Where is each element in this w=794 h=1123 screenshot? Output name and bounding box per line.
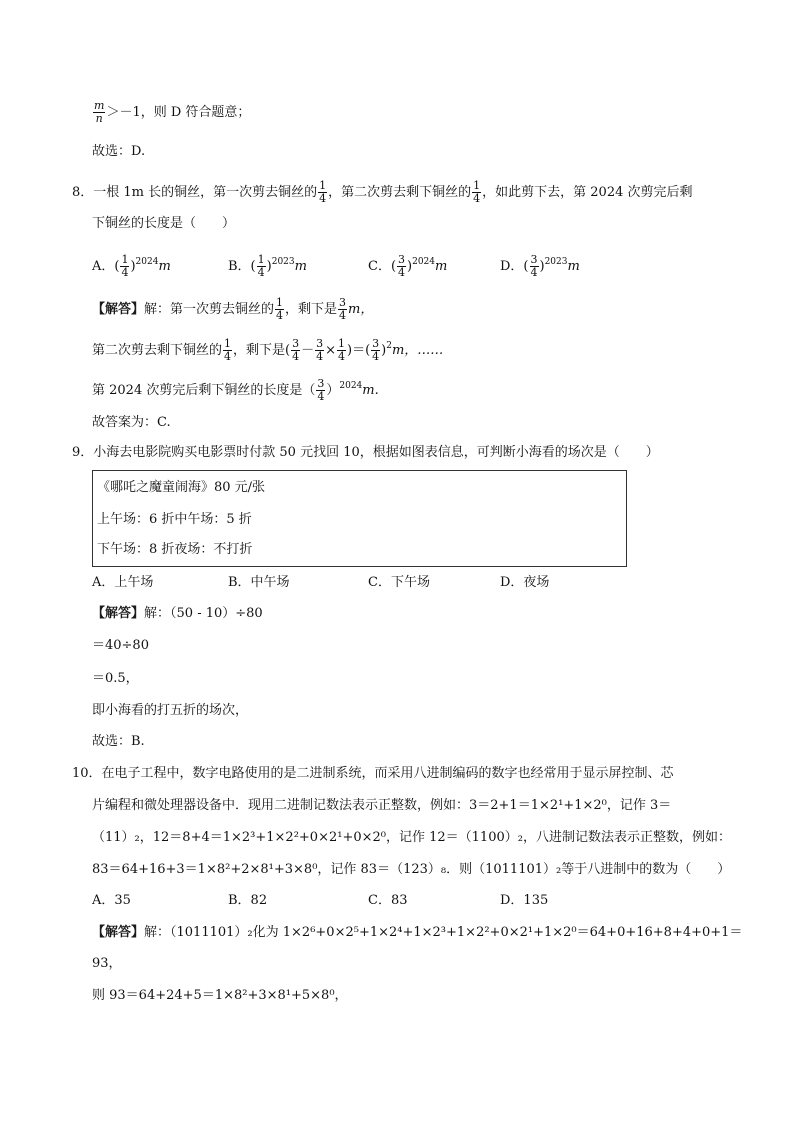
- prev-answer-line: $\frac{m}{n}$ ＞－1，则 D 符合题意；: [94, 99, 251, 125]
- q9-option-a: A．上午场: [92, 575, 154, 590]
- q10-stem-line2: 片编程和微处理器设备中．现用二进制记数法表示正整数，例如：3＝2+1＝1×2¹+1×2⁰，记作 3＝: [92, 798, 672, 813]
- q9-box-row-title: 《哪吒之魔童闹海》80 元/张: [97, 480, 266, 495]
- q10-answer-line3: 则 93＝64+24+5＝1×8²+3×8¹+5×8⁰，: [92, 988, 348, 1003]
- q8-option-d: D．( $\frac{3}{4}$ )$^{2023}$m: [500, 253, 580, 279]
- q10-answer-line2: 93，: [92, 956, 122, 971]
- q8-answer-line3: 第 2024 次剪完后剩下铜丝的长度是（ $\frac{3}{4}$ ）$^{2024}$m.: [92, 377, 379, 403]
- q9-answer-line4: 即小海看的打五折的场次，: [92, 703, 249, 718]
- q10-option-c: C．83: [368, 893, 408, 908]
- q8-choose-line: 故答案为：C.: [92, 415, 171, 430]
- q9-option-d: D．夜场: [500, 575, 550, 590]
- q10-stem-line4: 83＝64+16+3＝1×8²+2×8¹+3×8⁰，记作 83＝（123）₈．则（1011101）₂等于八进制中的数为（ ）: [92, 862, 731, 877]
- q9-option-b: B．中午场: [228, 575, 290, 590]
- q9-stem: 9．小海去电影院购买电影票时付款 50 元找回 10，根据如图表信息，可判断小海看的场次是（ ）: [72, 445, 659, 460]
- q10-option-a: A．35: [92, 893, 131, 908]
- prev-choose-line: 故选：D.: [92, 144, 146, 159]
- q10-stem-line1: 10．在电子工程中，数字电路使用的是二进制系统，而采用八进制编码的数字也经常用于显示屏控制、芯: [72, 766, 674, 781]
- q8-answer-line1: 【解答】解：第一次剪去铜丝的 $\frac{1}{4}$ ，剩下是 $\frac{3}{4}$ m，: [92, 296, 374, 322]
- q8-answer-line2: 第二次剪去剩下铜丝的 $\frac{1}{4}$ ，剩下是( $\frac{3}{4}$ － $\frac{3}{4}$ × $\frac{1}{4}$ )＝( $\frac{3}{4}$ )$^2$m，……: [92, 337, 444, 363]
- fraction-m-over-n: $\frac{m}{n}$: [94, 99, 105, 125]
- q9-answer-line2: ＝40÷80: [92, 638, 149, 653]
- q10-answer-line1: 【解答】解：（1011101）₂化为 1×2⁶+0×2⁵+1×2⁴+1×2³+1×2²+0×2¹+1×2⁰＝64+0+16+8+4+0+1＝: [92, 925, 743, 940]
- q10-option-d: D．135: [500, 893, 549, 908]
- q9-choose-line: 故选：B.: [92, 734, 145, 749]
- q9-answer-line1: 【解答】解：（50 - 10）÷80: [92, 606, 263, 621]
- q8-stem-line1: 8．一根 1m 长的铜丝，第一次剪去铜丝的 $\frac{1}{4}$ ，第二次剪去剩下铜丝的 $\frac{1}{4}$ ，如此剪下去，第 2024 次剪完后剩: [72, 179, 693, 205]
- q9-box-row-morning: 上午场：6 折中午场：5 折: [97, 512, 252, 527]
- q10-option-b: B．82: [228, 893, 268, 908]
- q8-option-a: A．( $\frac{1}{4}$ )$^{2024}$m: [92, 253, 171, 279]
- q8-option-b: B．( $\frac{1}{4}$ )$^{2023}$m: [228, 253, 307, 279]
- q10-stem-line3: （11）₂，12＝8+4＝1×2³+1×2²+0×2¹+0×2⁰，记作 12＝（1100）₂，八进制记数法表示正整数，例如：: [92, 830, 731, 845]
- q9-info-box: [92, 470, 627, 567]
- q9-box-row-afternoon: 下午场：8 折夜场：不打折: [97, 542, 253, 557]
- q8-option-c: C．( $\frac{3}{4}$ )$^{2024}$m: [368, 253, 448, 279]
- q8-stem-line2: 下铜丝的长度是（ ）: [92, 216, 236, 231]
- q9-answer-line3: ＝0.5，: [92, 671, 139, 686]
- q9-option-c: C．下午场: [368, 575, 430, 590]
